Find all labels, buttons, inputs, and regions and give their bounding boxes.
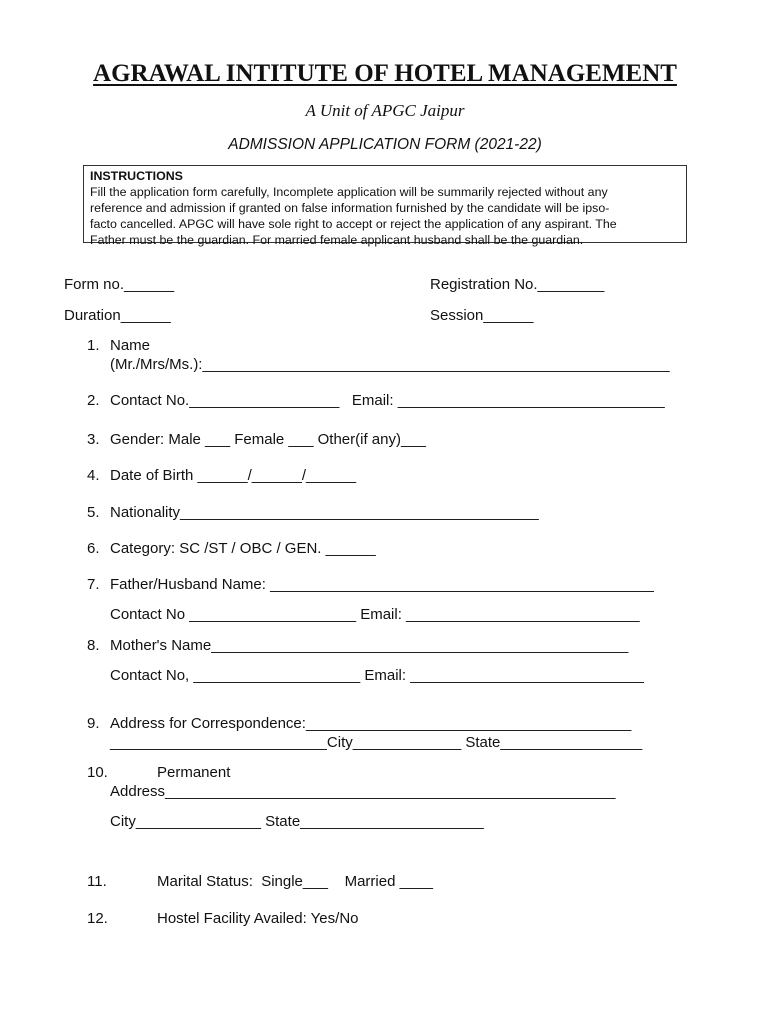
instructions-box	[83, 165, 687, 247]
field-number: 3.	[87, 431, 100, 448]
session-field[interactable]: Session______	[430, 307, 534, 324]
form-no-field[interactable]: Form no.______	[64, 276, 175, 293]
field-number: 2.	[87, 392, 100, 409]
instructions-line: Fill the application form carefully, Incomplete application will be summarily rejected without any	[90, 185, 608, 199]
institute-title	[0, 60, 770, 88]
instructions-line: reference and admission if granted on false information furnished by the candidate will be ipso-	[90, 201, 610, 215]
field-number: 5.	[87, 504, 100, 521]
correspondence-address-field[interactable]: Address for Correspondence:_______________________________________	[110, 715, 632, 732]
date-of-birth-field[interactable]: Date of Birth ______/______/______	[110, 467, 357, 484]
instructions-line: facto cancelled. APGC will have sole right to accept or reject the application of any aspirant. The	[90, 217, 617, 231]
field-number: 4.	[87, 467, 100, 484]
field-number: 10.	[87, 764, 108, 781]
name-field[interactable]: (Mr./Mrs/Ms.):________________________________________________________	[110, 356, 670, 373]
mother-contact-email-field[interactable]: Contact No, ____________________ Email: ____________________________	[110, 667, 644, 684]
duration-field[interactable]: Duration______	[64, 307, 171, 324]
institute-subtitle: A Unit of APGC Jaipur	[305, 101, 465, 120]
field-number: 9.	[87, 715, 100, 732]
institute-title-text: AGRAWAL INTITUTE OF HOTEL MANAGEMENT	[93, 60, 677, 87]
field-number: 8.	[87, 637, 100, 654]
permanent-address-field[interactable]: Address______________________________________________________	[110, 783, 616, 800]
field-number: 11.	[87, 873, 107, 890]
instructions-line: Father must be the guardian. For married female applicant husband shall be the guardian.	[90, 233, 584, 247]
field-number: 7.	[87, 576, 100, 593]
form-title: ADMISSION APPLICATION FORM (2021-22)	[228, 136, 542, 153]
field-number: 6.	[87, 540, 100, 557]
gender-field[interactable]: Gender: Male ___ Female ___ Other(if any)___	[110, 431, 427, 448]
marital-status-field[interactable]: Marital Status: Single___ Married ____	[157, 873, 433, 890]
nationality-field[interactable]: Nationality___________________________________________	[110, 504, 539, 521]
field-number: 1.	[87, 337, 100, 354]
contact-email-field[interactable]: Contact No.__________________ Email: ________________________________	[110, 392, 665, 409]
instructions-heading: INSTRUCTIONS	[90, 169, 183, 183]
mother-name-field[interactable]: Mother's Name__________________________________________________	[110, 637, 629, 654]
registration-no-field[interactable]: Registration No.________	[430, 276, 605, 293]
father-contact-email-field[interactable]: Contact No ____________________ Email: ____________________________	[110, 606, 640, 623]
permanent-city-state-field[interactable]: City_______________ State______________________	[110, 813, 484, 830]
field-number: 12.	[87, 910, 108, 927]
correspondence-city-state-field[interactable]: __________________________City_____________ State_________________	[110, 734, 643, 751]
category-field[interactable]: Category: SC /ST / OBC / GEN. ______	[110, 540, 376, 557]
name-label: Name	[110, 337, 151, 354]
father-husband-name-field[interactable]: Father/Husband Name: ______________________________________________	[110, 576, 654, 593]
permanent-label: Permanent	[157, 764, 231, 781]
hostel-facility-field[interactable]: Hostel Facility Availed: Yes/No	[157, 910, 359, 927]
